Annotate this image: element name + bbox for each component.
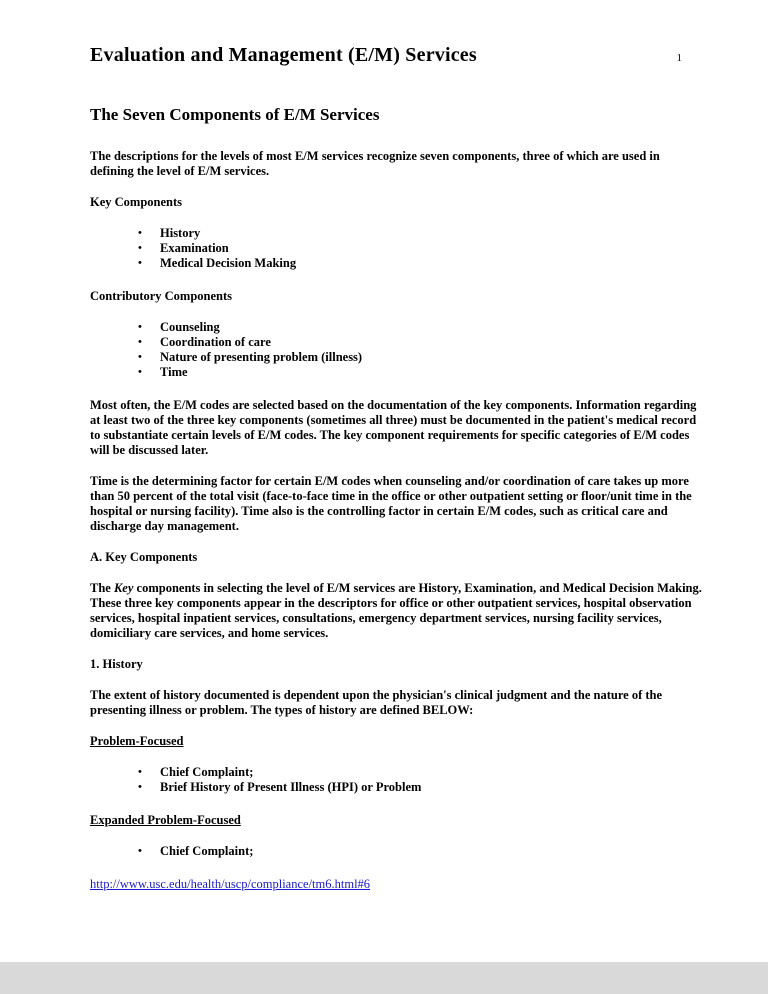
section-a-label: A. Key Components [90, 550, 198, 564]
expanded-problem-focused-label [90, 813, 706, 828]
intro-paragraph: The descriptions for the levels of most E/M services recognize seven components, three of which are used in defining the level of E/M services. [90, 149, 660, 178]
list-item: • Chief Complaint; [135, 765, 706, 780]
key-components-label: Key Components [90, 195, 183, 209]
text-run: The [90, 581, 114, 595]
problem-focused-label [90, 734, 706, 749]
footer-link-paragraph [90, 877, 706, 892]
compliance-hyperlink[interactable]: http://www.usc.edu/health/uscp/compliance/tm6.html#6 [90, 877, 371, 891]
section-heading: The Seven Components of E/M Services [90, 105, 380, 124]
list-item: • Time [135, 365, 706, 380]
list-item: • Chief Complaint; [135, 844, 706, 859]
paragraph-time: Time is the determining factor for certain E/M codes when counseling and/or coordination of care takes up more than 50 percent of the total visit (face-to-face time in the office or other outpatient setting or floor/unit time in the hospital or nursing facility). Time also is the controlling factor in certain E/M codes, such as critical care and discharge day management. [90, 474, 692, 533]
paragraph-most-often: Most often, the E/M codes are selected based on the documentation of the key components. Information regarding at least two of the three key components (sometimes all three) must be documented in the patient's medical record to substantiate certain levels of E/M codes. The key component requirements for specific categories of E/M codes will be discussed later. [90, 398, 697, 457]
list-item: • Medical Decision Making [135, 256, 706, 271]
key-components-list [135, 226, 706, 271]
text-run: components in selecting the level of E/M services are History, Examination, and Medical Decision Making. These three key components appear in the descriptors for office or other outpatient services, hospital observation services, hospital inpatient services, consultations, emergency department services, nursing facility services, domiciliary care services, and home services. [90, 581, 702, 640]
list-item: • Coordination of care [135, 335, 706, 350]
list-item: • Brief History of Present Illness (HPI) or Problem [135, 780, 706, 795]
list-item: • History [135, 226, 706, 241]
underlined-heading: Expanded Problem-Focused [90, 813, 241, 827]
section-1-label: 1. History [90, 657, 143, 671]
list-item: • Examination [135, 241, 706, 256]
underlined-heading: Problem-Focused [90, 734, 184, 748]
document-header [90, 44, 706, 67]
document-title: Evaluation and Management (E/M) Services [90, 44, 477, 66]
problem-focused-list [135, 765, 706, 795]
text-run-italic: Key [113, 581, 134, 595]
list-item: • Nature of presenting problem (illness) [135, 350, 706, 365]
contributory-components-list [135, 320, 706, 380]
paragraph-key-components [90, 581, 706, 641]
expanded-problem-focused-list [135, 844, 706, 859]
list-item: • Counseling [135, 320, 706, 335]
page-number: 1 [676, 52, 682, 64]
paragraph-history: The extent of history documented is dependent upon the physician's clinical judgment and the nature of the presenting illness or problem. The types of history are defined BELOW: [90, 688, 663, 717]
contributory-components-label: Contributory Components [90, 289, 233, 303]
